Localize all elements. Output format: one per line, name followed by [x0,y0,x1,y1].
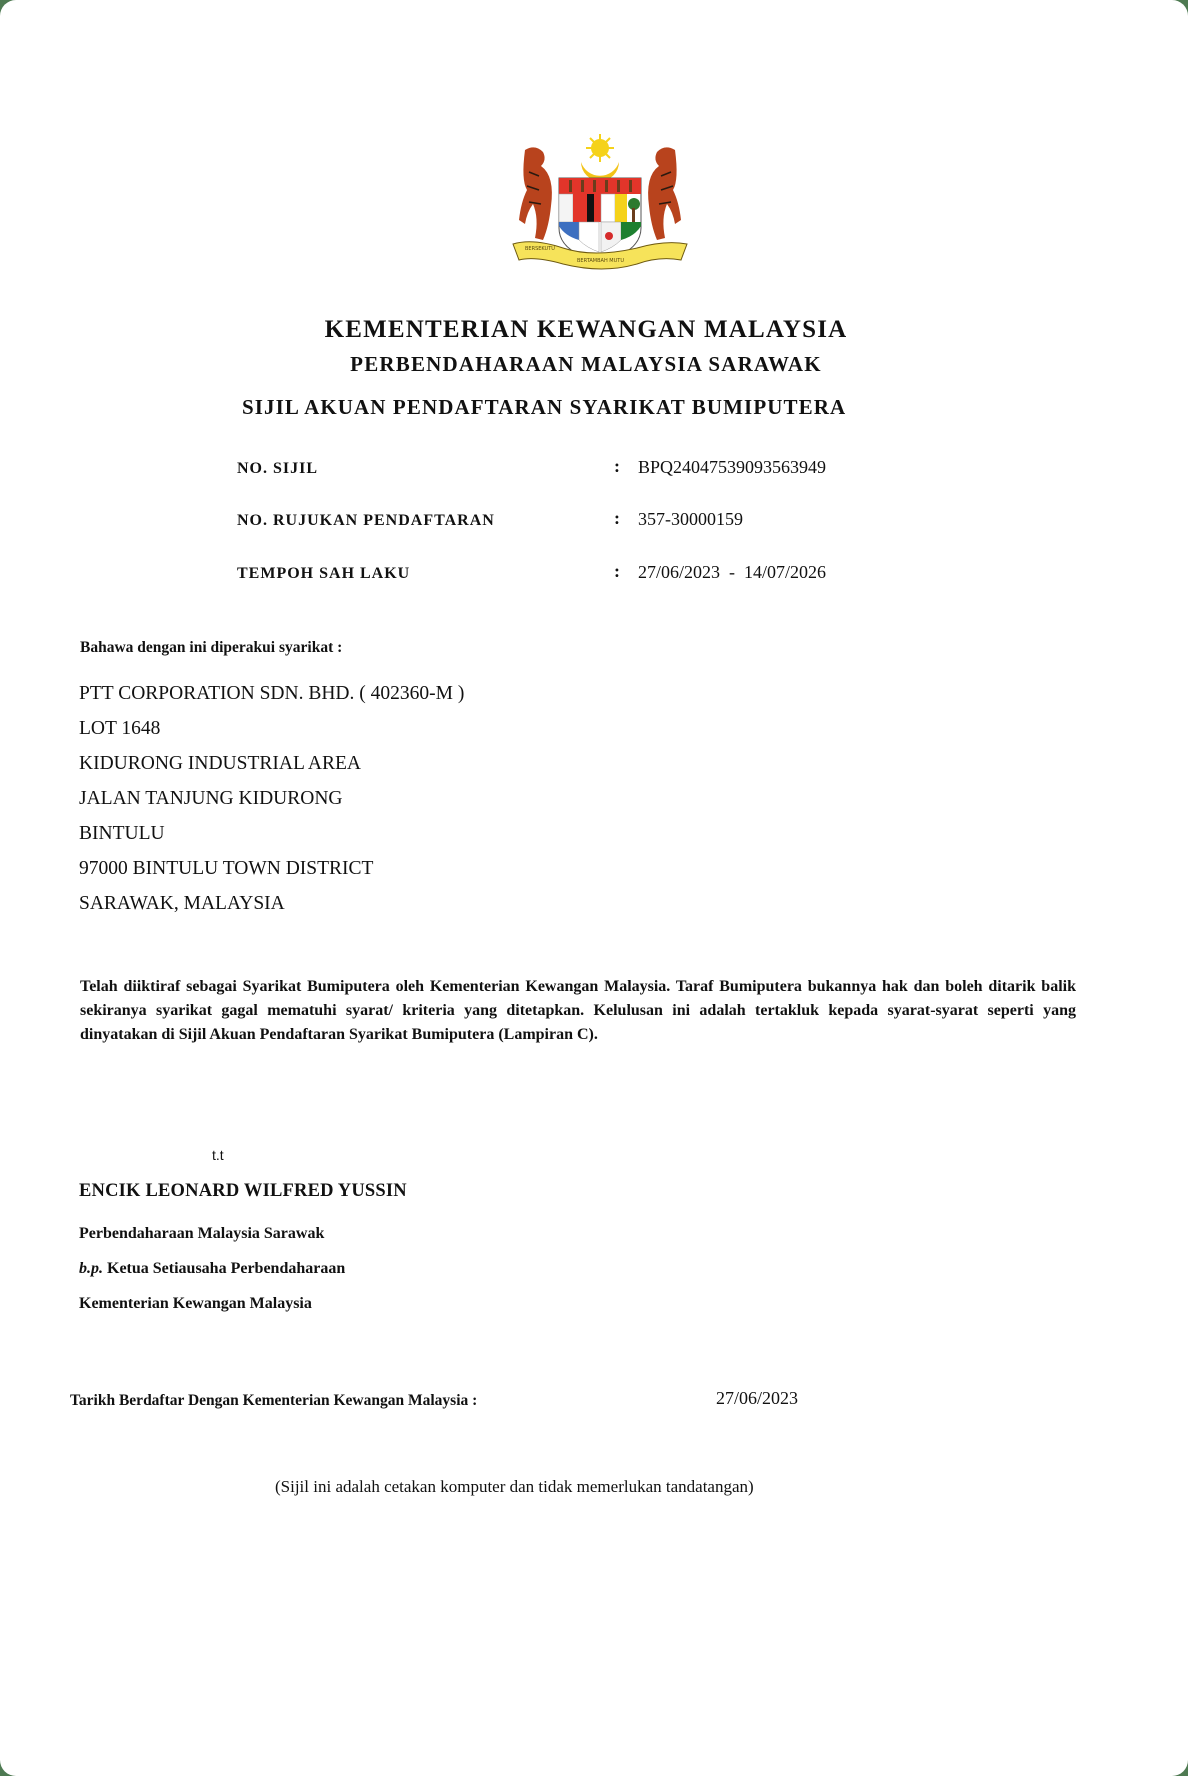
field-label-no-rujukan: NO. RUJUKAN PENDAFTARAN [237,512,495,529]
department-title: PERBENDAHARAAN MALAYSIA SARAWAK [350,352,822,376]
certificate-title: SIJIL AKUAN PENDAFTARAN SYARIKAT BUMIPUTERA [242,395,847,419]
address-line: SARAWAK, MALAYSIA [79,893,285,914]
field-label-no-sijil: NO. SIJIL [237,460,319,477]
certification-intro: Bahawa dengan ini diperakui syarikat : [80,639,343,656]
company-name: PTT CORPORATION SDN. BHD. ( 402360-M ) [79,683,465,704]
address-line: KIDURONG INDUSTRIAL AREA [79,753,362,774]
ministry-title: KEMENTERIAN KEWANGAN MALAYSIA [324,316,848,343]
signatory-title [79,1260,345,1278]
signature-tt: t.t [212,1147,224,1163]
computer-generated-note: (Sijil ini adalah cetakan komputer dan tidak memerlukan tandatangan) [275,1477,754,1496]
svg-text:BERTAMBAH MUTU: BERTAMBAH MUTU [577,258,624,264]
address-line: JALAN TANJUNG KIDURONG [79,788,343,809]
bumiputera-statement: Telah diiktiraf sebagai Syarikat Bumiputera oleh Kementerian Kewangan Malaysia. Taraf Bumiputera bukannya hak dan boleh ditarik balik sekiranya syarikat gagal mematuhi syarat/ kriteria yang ditetapkan. Kelulusan ini adalah tertakluk kepada syarat-syarat seperti yang dinyatakan di Sijil Akuan Pendaftaran Syarikat Bumiputera (Lampiran C). [80,978,1076,1043]
field-colon: : [614,508,620,528]
field-colon: : [614,561,620,581]
field-value-no-sijil: BPQ24047539093563949 [638,457,827,477]
field-value-tempoh: 27/06/2023 - 14/07/2026 [638,562,826,582]
address-line: BINTULU [79,823,165,844]
address-line: 97000 BINTULU TOWN DISTRICT [79,858,374,879]
signatory-ministry: Kementerian Kewangan Malaysia [79,1295,312,1312]
registration-date-value: 27/06/2023 [716,1388,799,1408]
field-value-no-rujukan: 357-30000159 [638,509,743,529]
registration-date-label: Tarikh Berdaftar Dengan Kementerian Kewangan Malaysia : [70,1392,478,1409]
malaysia-coat-of-arms-icon [505,132,695,277]
bp-prefix: b.p. [79,1260,103,1277]
svg-text:BERSEKUTU: BERSEKUTU [525,246,555,252]
address-line: LOT 1648 [79,718,161,739]
signatory-title-text: Ketua Setiausaha Perbendaharaan [107,1260,346,1277]
signatory-name: ENCIK LEONARD WILFRED YUSSIN [79,1181,407,1201]
field-label-tempoh: TEMPOH SAH LAKU [237,565,411,582]
field-colon: : [614,456,620,476]
signatory-department: Perbendaharaan Malaysia Sarawak [79,1225,325,1242]
